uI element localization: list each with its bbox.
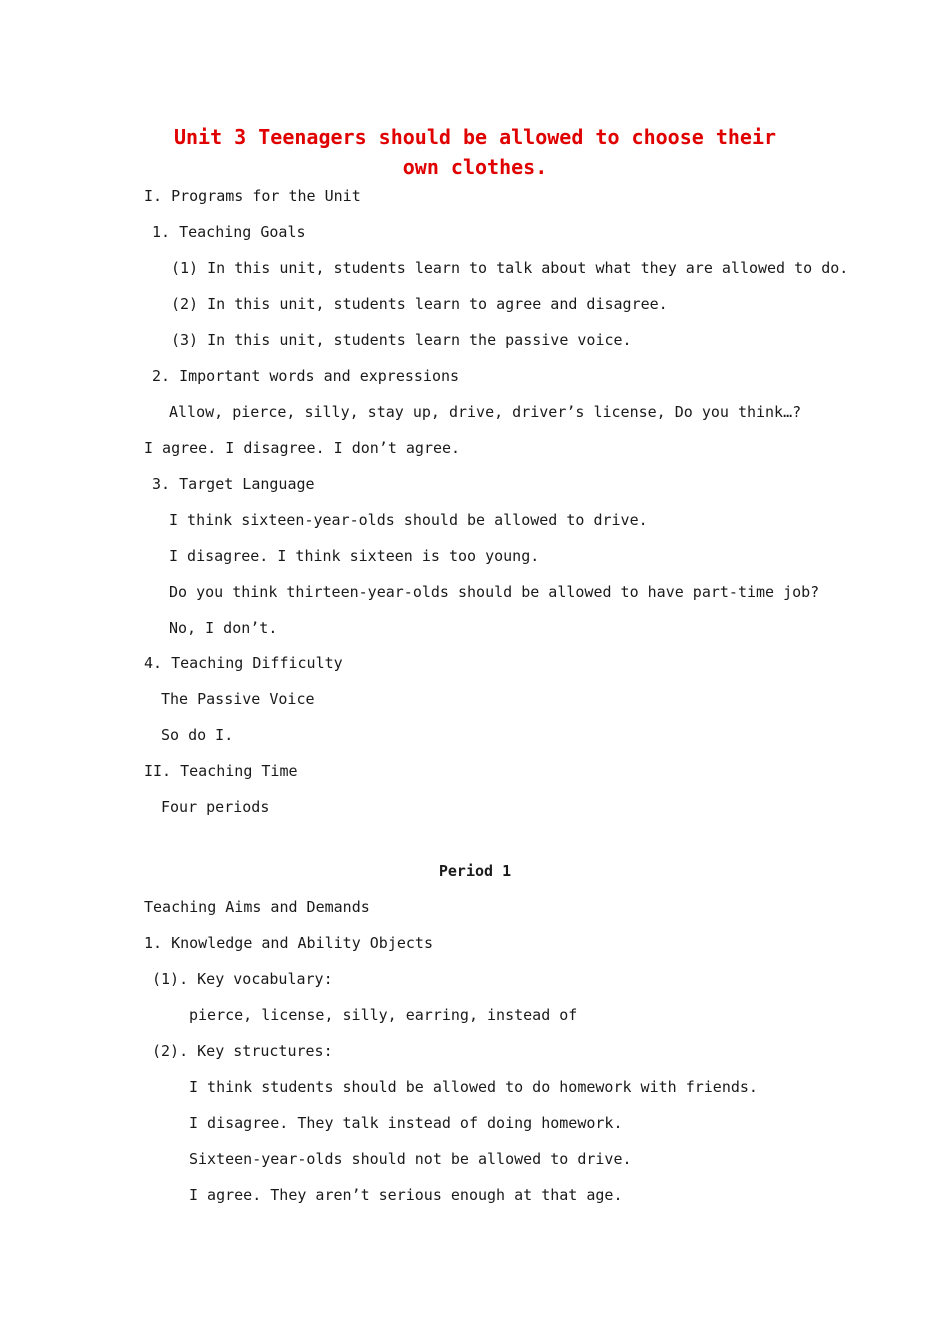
structure-sentence-4: I agree. They aren’t serious enough at that age. [189, 1186, 623, 1204]
teaching-goals-heading: 1. Teaching Goals [152, 223, 306, 241]
target-sentence-4: No, I don’t. [169, 619, 278, 637]
difficulty-item-2: So do I. [161, 726, 234, 744]
structures-heading: (2). Key structures: [152, 1042, 333, 1060]
vocabulary-heading: (1). Key vocabulary: [152, 970, 333, 988]
structure-sentence-2: I disagree. They talk instead of doing homework. [189, 1114, 623, 1132]
target-sentence-1: I think sixteen-year-olds should be allowed to drive. [169, 511, 648, 529]
teaching-time-heading: II. Teaching Time [144, 762, 298, 780]
goal-item-1: (1) In this unit, students learn to talk about what they are allowed to do. [171, 259, 849, 277]
target-language-heading: 3. Target Language [152, 475, 315, 493]
target-sentence-3: Do you think thirteen-year-olds should be allowed to have part-time job? [169, 583, 820, 601]
structure-sentence-1: I think students should be allowed to do homework with friends. [189, 1078, 758, 1096]
goal-item-3: (3) In this unit, students learn the passive voice. [171, 331, 632, 349]
vocabulary-list: pierce, license, silly, earring, instead of [189, 1006, 578, 1024]
words-heading: 2. Important words and expressions [152, 367, 460, 385]
target-sentence-2: I disagree. I think sixteen is too young. [169, 547, 540, 565]
goal-item-2: (2) In this unit, students learn to agree and disagree. [171, 295, 668, 313]
difficulty-item-1: The Passive Voice [161, 690, 315, 708]
teaching-time-value: Four periods [161, 798, 270, 816]
aims-heading: Teaching Aims and Demands [144, 898, 370, 916]
document-title: Unit 3 Teenagers should be allowed to choose their own clothes. [173, 125, 777, 179]
structure-sentence-3: Sixteen-year-olds should not be allowed to drive. [189, 1150, 632, 1168]
period-heading: Period 1 [438, 862, 512, 880]
words-line-2: I agree. I disagree. I don’t agree. [144, 439, 461, 457]
knowledge-heading: 1. Knowledge and Ability Objects [144, 934, 433, 952]
programs-heading: I. Programs for the Unit [144, 187, 361, 205]
difficulty-heading: 4. Teaching Difficulty [144, 654, 343, 672]
words-line-1: Allow, pierce, silly, stay up, drive, driver’s license, Do you think…? [169, 403, 802, 421]
